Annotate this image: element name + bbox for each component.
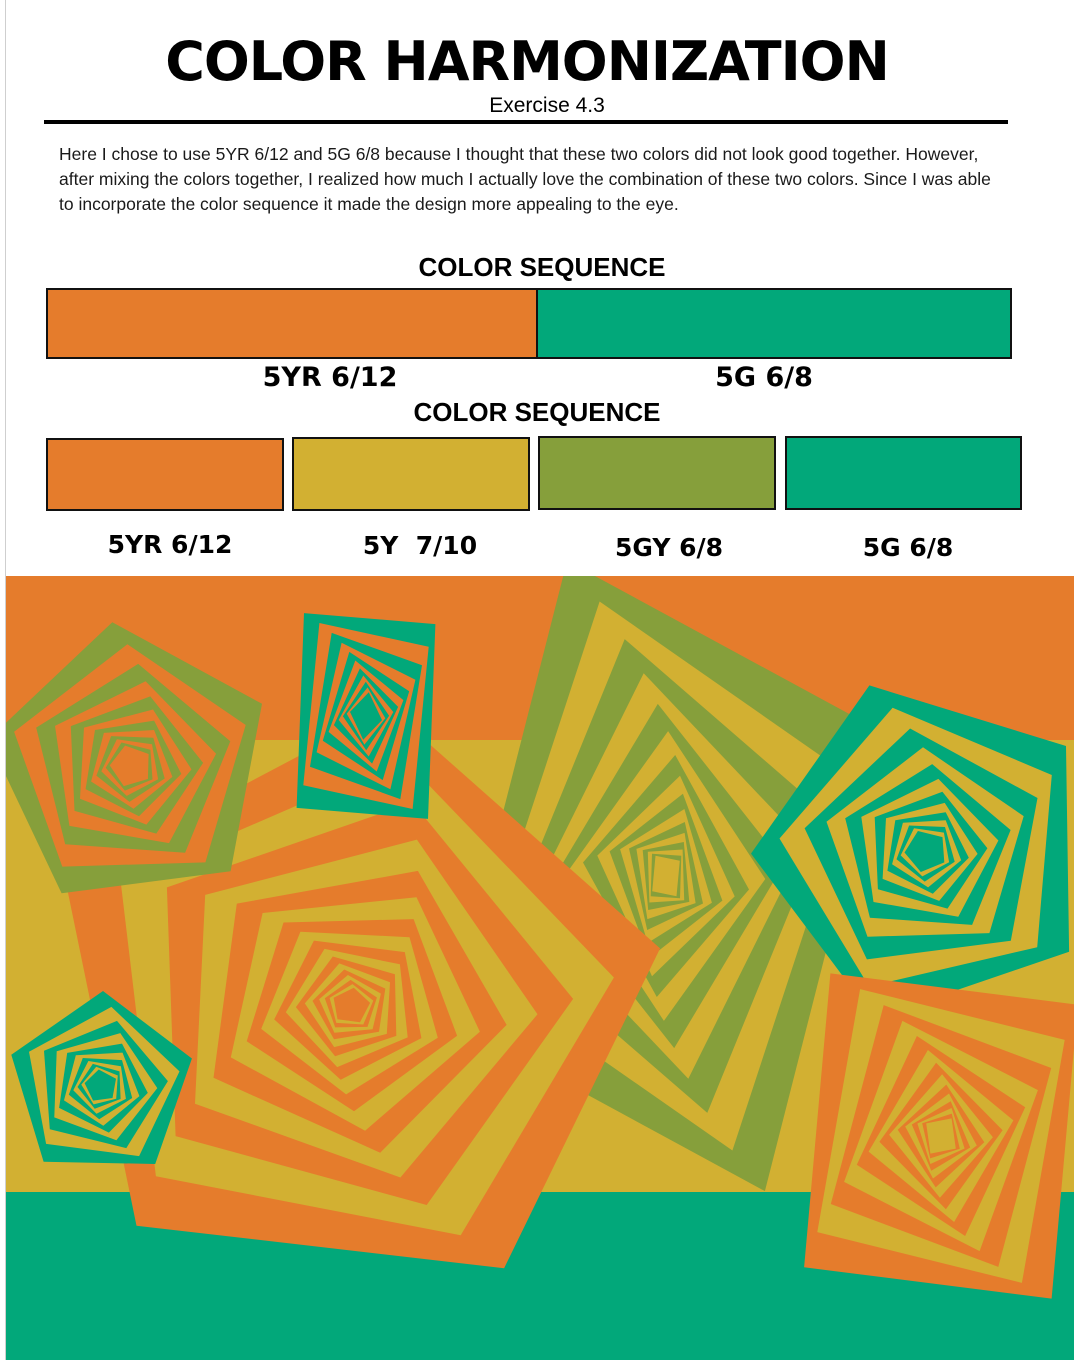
- swatch-label-5yr: 5YR 6/12: [107, 530, 233, 559]
- swatch-5g-large: [536, 288, 1012, 359]
- swatch-5yr-large: [46, 288, 538, 359]
- swatch-label-5y: 5Y 7/10: [362, 531, 478, 560]
- swatch-label-5yr-large: 5YR 6/12: [262, 362, 398, 393]
- spiral-ring: [652, 856, 680, 896]
- swatch-label-5g-large: 5G 6/8: [715, 362, 813, 393]
- swatch-label-5gy: 5GY 6/8: [614, 533, 724, 562]
- description-paragraph: Here I chose to use 5YR 6/12 and 5G 6/8 because I thought that these two colors did not look good together. However, after mixing the colors together, I realized how much I actually love the combination of these two colors. Since I was able to incorporate the color sequence it made the design more appealing to the eye.: [59, 144, 991, 214]
- swatch-5y: [292, 437, 530, 511]
- swatch-label-5g: 5G 6/8: [862, 533, 954, 562]
- spiral-bottom-right: [804, 973, 1074, 1298]
- spiral-ring: [926, 1118, 956, 1153]
- swatch-5yr: [46, 438, 284, 511]
- swatch-5g: [785, 436, 1022, 510]
- page-title: COLOR HARMONIZATION: [165, 30, 889, 93]
- title-divider: [44, 120, 1008, 124]
- sequence-heading-2: COLOR SEQUENCE: [413, 397, 661, 427]
- page-subtitle: Exercise 4.3: [489, 94, 605, 117]
- spiral-top-teal: [297, 613, 436, 819]
- harmonization-artwork: [6, 576, 1074, 1360]
- sequence-heading-1: COLOR SEQUENCE: [418, 252, 666, 282]
- swatch-5gy: [538, 436, 776, 510]
